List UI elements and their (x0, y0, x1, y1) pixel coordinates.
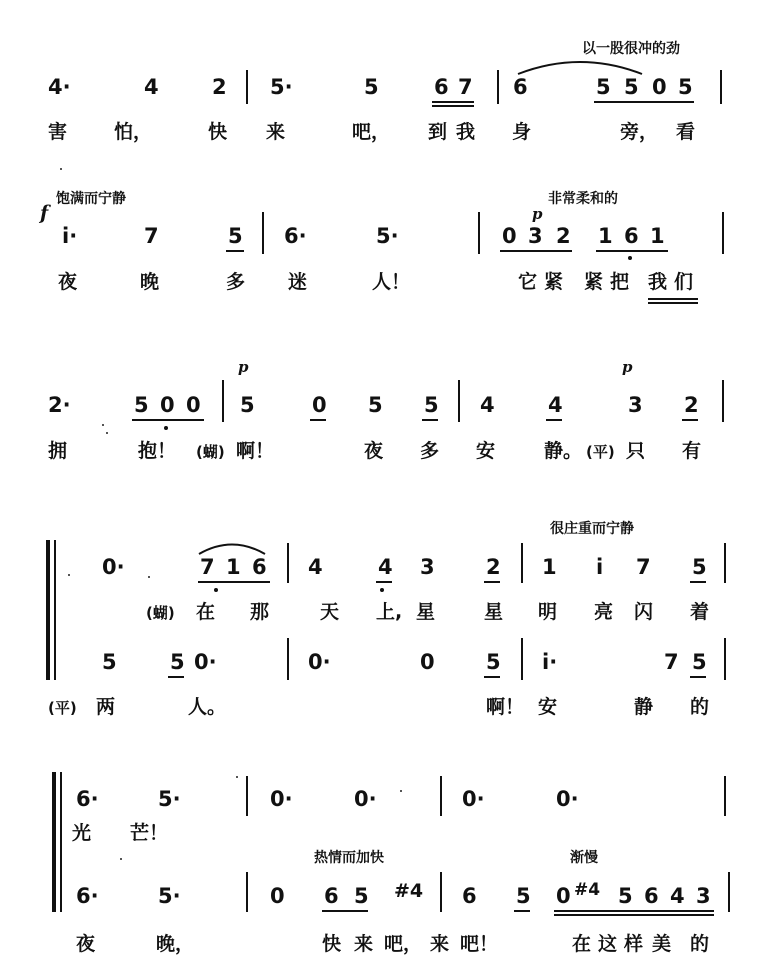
lyric: 静。 (544, 440, 583, 462)
underline (546, 419, 562, 421)
lyric: 抱！ (138, 440, 177, 462)
note: 0· (462, 787, 485, 811)
lyric: 安 (538, 696, 558, 718)
lyric: 的 (690, 933, 710, 955)
lyric: 静 (634, 696, 654, 718)
underline (310, 419, 326, 421)
dynamic-piano: p (622, 358, 633, 376)
note: 2 (684, 393, 699, 417)
underline (596, 250, 668, 252)
barline (521, 638, 523, 680)
underline (322, 910, 368, 912)
underline (198, 581, 270, 583)
lyric: 拥 (48, 440, 68, 462)
note: 5 (134, 393, 149, 417)
lyric: 紧 (584, 271, 604, 293)
underline (226, 250, 244, 252)
note: 3 (528, 224, 543, 248)
barline (262, 212, 264, 254)
lyric: 害 (48, 121, 68, 143)
octave-dot (164, 426, 168, 430)
barline (521, 543, 523, 583)
note: 0 (652, 75, 667, 99)
expression-mark: 饱满而宁静 (56, 191, 126, 207)
scan-speck (120, 858, 122, 860)
barline (728, 872, 730, 912)
lyric: 在 (572, 933, 592, 955)
lyric: 身 (512, 121, 532, 143)
note: 6 (324, 884, 339, 908)
lyric: 在 (196, 601, 216, 623)
underline (484, 581, 500, 583)
expression-mark: 很庄重而宁静 (550, 521, 634, 537)
barline (246, 70, 248, 104)
note: 6· (284, 224, 307, 248)
note: 7 (144, 224, 159, 248)
note: 6 (624, 224, 639, 248)
barline (458, 380, 460, 422)
barline (246, 872, 248, 912)
note: 6· (76, 884, 99, 908)
lyric: 多 (420, 440, 440, 462)
scan-speck (106, 432, 108, 434)
lyric: 明 (538, 601, 558, 623)
note: 0· (354, 787, 377, 811)
note: 5 (424, 393, 439, 417)
lyric: 亮 (594, 601, 614, 623)
note: 5 (364, 75, 379, 99)
barline (222, 380, 224, 422)
underline (554, 910, 714, 912)
underline (432, 101, 474, 103)
note: 5 (228, 224, 243, 248)
barline (497, 70, 499, 104)
note: 0· (308, 650, 331, 674)
note: 4 (670, 884, 685, 908)
lyric: 来 (354, 933, 374, 955)
lyric: 那 (250, 601, 270, 623)
scan-speck (60, 168, 62, 170)
system-bracket (52, 772, 56, 912)
note: 5 (102, 650, 117, 674)
note: 2 (212, 75, 227, 99)
note: i· (62, 224, 78, 248)
underline (690, 676, 706, 678)
barline (478, 212, 480, 254)
underline (168, 676, 184, 678)
lyric: (蝴) (146, 604, 175, 622)
expression-mark: 以一股很冲的劲 (582, 41, 680, 57)
barline (724, 776, 726, 816)
lyric: 光 (72, 822, 92, 844)
lyric: 啊！ (236, 440, 275, 462)
note: 0· (102, 555, 125, 579)
note: 5 (624, 75, 639, 99)
system-bracket (60, 772, 62, 912)
dynamic-piano: p (532, 205, 543, 223)
note: 5 (486, 650, 501, 674)
barline (722, 212, 724, 254)
underline (554, 914, 714, 916)
note: #4 (574, 880, 601, 900)
octave-dot (628, 256, 632, 260)
barline (440, 872, 442, 912)
note: 1 (598, 224, 613, 248)
barline (722, 380, 724, 422)
note: 0· (194, 650, 217, 674)
note: i· (542, 650, 558, 674)
lyric: 天 (320, 601, 340, 623)
lyric: 紧 (544, 271, 564, 293)
note: 3 (628, 393, 643, 417)
note: 0 (312, 393, 327, 417)
note: 5 (618, 884, 633, 908)
note: 1 (650, 224, 665, 248)
lyric: 安 (476, 440, 496, 462)
underline (648, 298, 698, 300)
underline (484, 676, 500, 678)
underline (500, 250, 572, 252)
underline (682, 419, 698, 421)
note: 0· (556, 787, 579, 811)
lyric: 啊！ (486, 696, 525, 718)
barline (440, 776, 442, 816)
expression-mark: 非常柔和的 (548, 191, 618, 207)
lyric: 两 (96, 696, 116, 718)
underline (514, 910, 530, 912)
lyric: 的 (690, 696, 710, 718)
lyric: 旁， (620, 121, 659, 143)
expression-mark: 渐慢 (570, 850, 598, 866)
lyric: 把 (610, 271, 630, 293)
note: 5 (692, 555, 707, 579)
note: 6 (434, 75, 449, 99)
scan-speck (236, 776, 238, 778)
note: 4 (480, 393, 495, 417)
note: i (596, 555, 604, 579)
lyric: (平) (48, 699, 77, 717)
note: 5 (596, 75, 611, 99)
scan-speck (400, 790, 402, 792)
dynamic-forte: f (40, 202, 49, 224)
note: 5 (240, 393, 255, 417)
note: 2 (486, 555, 501, 579)
note: #4 (394, 880, 424, 902)
lyric: 着 (690, 601, 710, 623)
note: 5 (678, 75, 693, 99)
note: 7 (664, 650, 679, 674)
note: 4· (48, 75, 71, 99)
note: 5 (368, 393, 383, 417)
lyric: 芒！ (130, 822, 169, 844)
lyric: 晚， (156, 933, 195, 955)
lyric: 星 (416, 601, 436, 623)
note: 7 (200, 555, 215, 579)
note: 3 (696, 884, 711, 908)
barline (724, 638, 726, 680)
note: 2 (556, 224, 571, 248)
barline (246, 776, 248, 816)
note: 6 (252, 555, 267, 579)
underline (432, 105, 474, 107)
lyric: 多 (226, 271, 246, 293)
note: 0 (270, 884, 285, 908)
lyric: 夜 (364, 440, 384, 462)
underline (594, 101, 694, 103)
system-bracket (46, 540, 50, 680)
lyric: 吧， (352, 121, 391, 143)
barline (287, 638, 289, 680)
lyric: 有 (682, 440, 702, 462)
lyric: 我 (456, 121, 476, 143)
scan-speck (68, 574, 70, 576)
note: 5 (354, 884, 369, 908)
note: 1 (226, 555, 241, 579)
lyric: 样 (624, 933, 644, 955)
lyric: 人！ (372, 271, 411, 293)
note: 6 (644, 884, 659, 908)
lyric: 看 (676, 121, 696, 143)
note: 0· (270, 787, 293, 811)
expression-mark: 热情而加快 (314, 850, 384, 866)
slur (196, 538, 268, 556)
note: 6· (76, 787, 99, 811)
note: 6 (462, 884, 477, 908)
note: 1 (542, 555, 557, 579)
note: 4 (378, 555, 393, 579)
note: 7 (458, 75, 473, 99)
underline (376, 581, 392, 583)
note: 0 (160, 393, 175, 417)
note: 5· (158, 884, 181, 908)
lyric: 吧， (384, 933, 423, 955)
lyric: 美 (652, 933, 672, 955)
lyric: 它 (518, 271, 538, 293)
underline (648, 302, 698, 304)
underline (132, 419, 204, 421)
barline (720, 70, 722, 104)
note: 5 (692, 650, 707, 674)
lyric: 上, (376, 601, 403, 623)
lyric: 夜 (58, 271, 78, 293)
scan-speck (148, 576, 150, 578)
lyric: 来 (266, 121, 286, 143)
note: 7 (636, 555, 651, 579)
underline (690, 581, 706, 583)
note: 4 (308, 555, 323, 579)
lyric: 人。 (188, 696, 227, 718)
lyric: 快 (322, 933, 342, 955)
lyric: 我 (648, 271, 668, 293)
barline (287, 543, 289, 583)
octave-dot (214, 588, 218, 592)
system-bracket (54, 540, 56, 680)
note: 2· (48, 393, 71, 417)
slur (515, 54, 645, 76)
note: 4 (548, 393, 563, 417)
lyric: 迷 (288, 271, 308, 293)
note: 5· (270, 75, 293, 99)
dynamic-piano: p (238, 358, 249, 376)
note: 0 (556, 884, 571, 908)
lyric: (平) (586, 443, 615, 461)
lyric: 快 (208, 121, 228, 143)
lyric: 吧！ (460, 933, 499, 955)
lyric: 到 (428, 121, 448, 143)
lyric: 这 (598, 933, 618, 955)
note: 4 (144, 75, 159, 99)
lyric: 怕， (114, 121, 153, 143)
lyric: 们 (674, 271, 694, 293)
lyric: 来 (430, 933, 450, 955)
note: 5 (170, 650, 185, 674)
lyric: 夜 (76, 933, 96, 955)
note: 0 (186, 393, 201, 417)
scan-speck (102, 424, 104, 426)
note: 0 (420, 650, 435, 674)
underline (422, 419, 438, 421)
note: 6 (513, 75, 528, 99)
note: 0 (502, 224, 517, 248)
note: 5· (376, 224, 399, 248)
lyric: 晚 (140, 271, 160, 293)
lyric: (蝴) (196, 443, 225, 461)
lyric: 只 (626, 440, 646, 462)
note: 5· (158, 787, 181, 811)
barline (724, 543, 726, 583)
octave-dot (380, 588, 384, 592)
lyric: 星 (484, 601, 504, 623)
note: 3 (420, 555, 435, 579)
note: 5 (516, 884, 531, 908)
lyric: 闪 (634, 601, 654, 623)
